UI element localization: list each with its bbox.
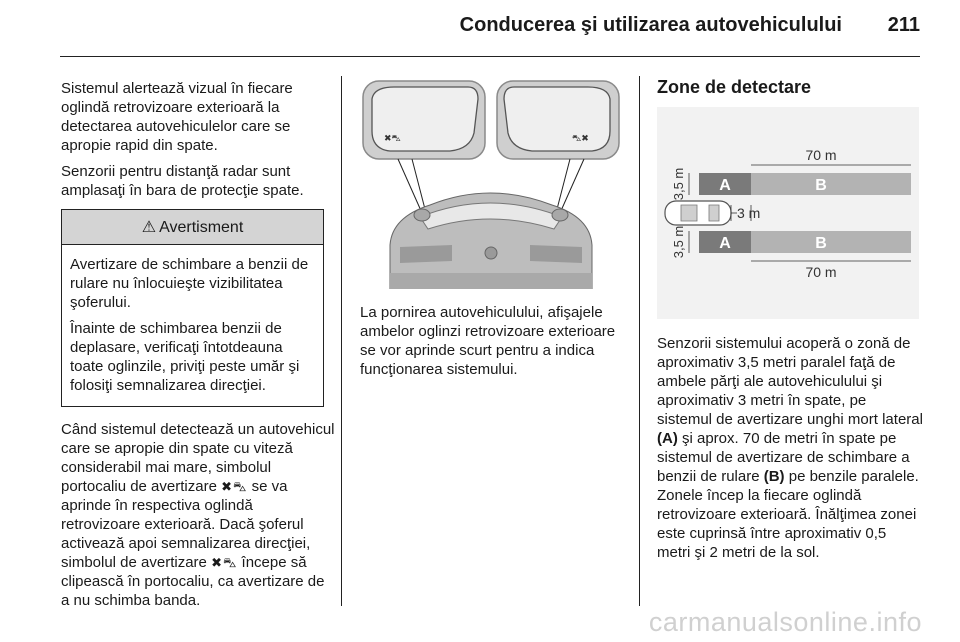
running-header: Conducerea şi utilizarea autovehiculului [459, 14, 842, 36]
mirror-car-illustration [360, 77, 622, 289]
zone-b-top [751, 173, 911, 195]
warning-title: Avertisment [159, 218, 244, 236]
column-1 [61, 79, 336, 617]
zone-b-bottom [751, 231, 911, 253]
zone-label: A [719, 235, 731, 252]
warning-body [62, 245, 323, 406]
paragraph: Senzorii sistemului acoperă o zonă de aproximativ 3,5 metri paralel faţă de ambele părţi ale autovehiculului şi aproximativ 3 metri în spate, pe sistemul de avertizare unghi mort lateral (A) şi aprox. 70 de metri în spate pe sistemul de avertizare de schimbare a benzii de rulare (B) pe benzile paralele. Zonele încep la fiecare oglindă retrovizoare exterioară. Înălţimea zonei este cuprinsă între aproximativ 0,5 metri şi 2 metri de la sol. [657, 335, 923, 561]
detection-zones-diagram [657, 107, 919, 319]
watermark: carmanualsonline.info [648, 607, 922, 637]
warning-header [62, 210, 323, 245]
paragraph: Avertizare de schimbare a benzii de rulare nu înlocuieşte vizibilitatea şoferului. [70, 256, 309, 311]
car-top-view [665, 201, 731, 225]
page-number: 211 [887, 14, 920, 36]
zone-label: B [815, 235, 827, 252]
paragraph: Când sistemul detectează un autovehicul care se apropie din spate cu viteză considerabil mai mare, simbolul portocaliu de avertizare ✖⛍ se va aprinde în respectiva oglindă retrovizoare exterioară. Dacă şoferul activează apoi semnalizarea direcţiei, simbolul de avertizare ✖⛍ începe să clipească în portocaliu, ca avertizare de a nu schimba banda. [61, 421, 335, 609]
section-title: Zone de detectare [657, 77, 812, 97]
warning-triangle-icon: ⚠ [141, 218, 157, 236]
paragraph: Sistemul alertează vizual în fiecare oglindă retrovizoare exterioară la detectarea autovehiculelor care se apropie rapid din spate. [61, 80, 293, 154]
blind-spot-car-icon: ✖⛍ [384, 134, 401, 144]
column-2 [360, 303, 625, 386]
column-divider-1 [341, 76, 342, 606]
paragraph: Înainte de schimbarea benzii de deplasare, verificaţi întotdeauna toate oglinzile, priviţi peste umăr şi folosiţi semnalizarea direcţiei. [70, 320, 300, 394]
dimension-label: 3 m [737, 205, 761, 221]
column-3 [657, 334, 923, 569]
figure-caption: La pornirea autovehiculului, afişajele ambelor oglinzi retrovizoare exterioare se vor aprinde scurt pentru a indica funcţionarea sistemului. [360, 304, 616, 378]
blind-spot-car-icon: ⛍✖ [572, 134, 589, 144]
zone-label: A [719, 177, 731, 194]
left-mirror-image [363, 81, 485, 159]
zone-label: B [815, 177, 827, 194]
blind-spot-car-icon: ✖⛍ [211, 555, 238, 570]
dimension-label: 3,5 m [671, 225, 686, 259]
warning-box [61, 209, 324, 407]
dimension-label: 70 m [805, 147, 837, 163]
paragraph: Senzorii pentru distanţă radar sunt amplasaţi în bara de protecţie spate. [61, 163, 304, 199]
dimension-label: 70 m [805, 264, 837, 280]
column-divider-2 [639, 76, 640, 606]
header-rule [60, 56, 920, 57]
dimension-label: 3,5 m [671, 167, 686, 201]
right-mirror-image [497, 81, 619, 159]
blind-spot-car-icon: ✖⛍ [221, 479, 248, 494]
